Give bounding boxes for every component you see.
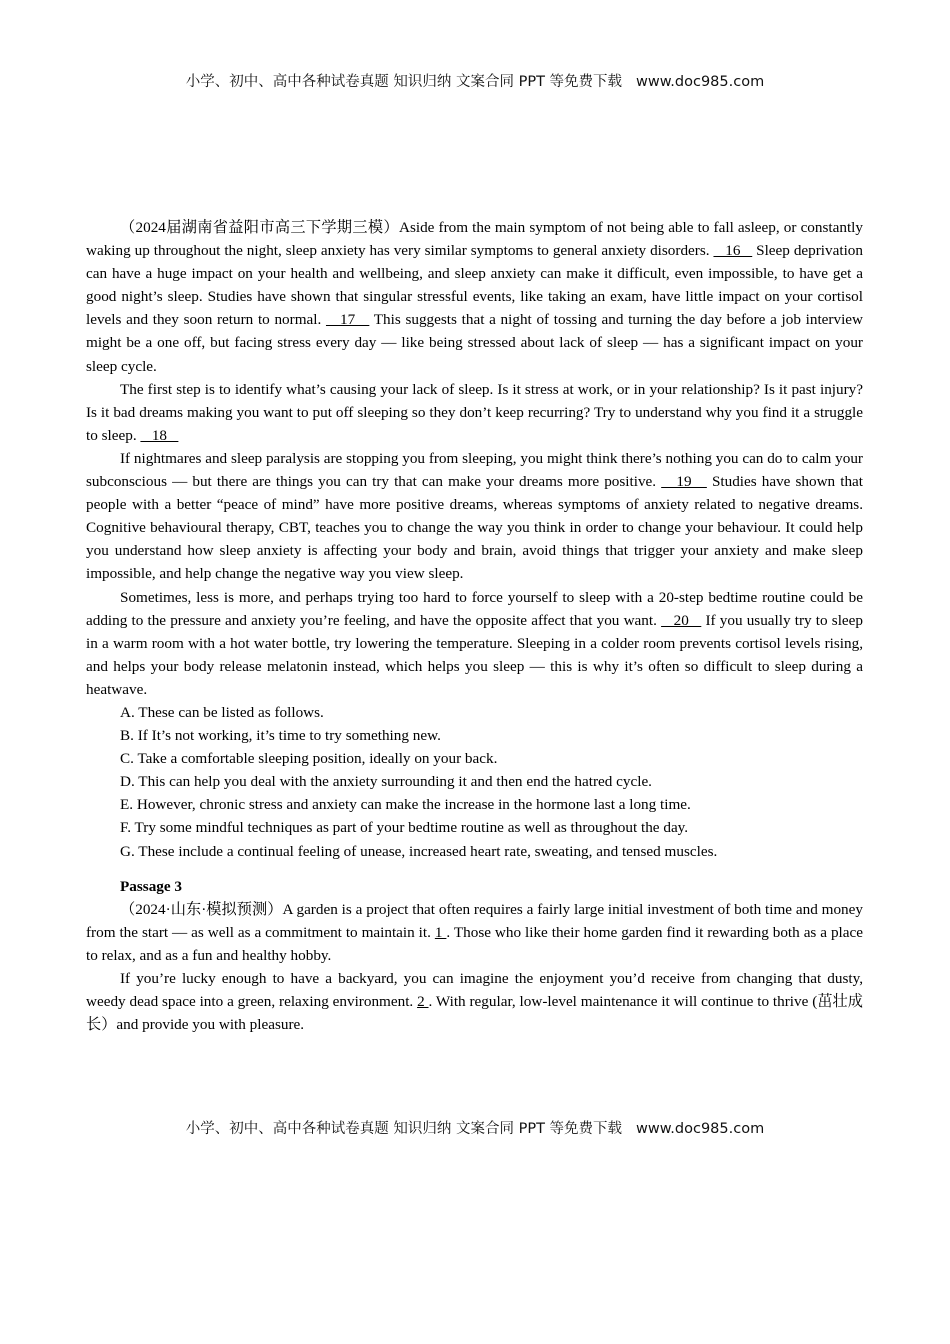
option-d: D. This can help you deal with the anxiety surrounding it and then end the hatred cycle.: [120, 773, 652, 791]
passage2-paragraph-2: [86, 378, 863, 447]
text: Studies have shown that people with a better “peace of mind” have more positive dreams, whereas symptoms of anxiety related to negative dreams. Cognitive behavioural therapy, CBT, teaches you to change the way you think in order to change your behaviour. It could help you understand how sleep anxiety is affecting your body and brain, avoid things that trigger your anxiety and make sleep impossible, and help change the negative way you view sleep.: [86, 473, 864, 583]
option-e: E. However, chronic stress and anxiety can make the increase in the hormone last a long time.: [120, 796, 691, 814]
passage3-paragraph-1: [86, 898, 863, 967]
text: If you’re lucky enough to have a backyard, you can imagine the enjoyment you’d receive from changing that dusty, weedy dead space into a green, relaxing environment.: [86, 970, 863, 1011]
option-g: G. These include a continual feeling of unease, increased heart rate, sweating, and tensed muscles.: [120, 842, 718, 860]
option-a: A. These can be listed as follows.: [120, 703, 324, 721]
passage3-title: Passage 3: [120, 877, 183, 895]
blank-18: 18: [140, 426, 179, 444]
text: If nightmares and sleep paralysis are stopping you from sleeping, you might think there’s nothing you can do to calm your subconscious — but there are things you can try that can make your dreams more positive.: [86, 449, 863, 491]
text: Sometimes, less is more, and perhaps trying too hard to force yourself to sleep with a 20-step bedtime routine could be adding to the pressure and anxiety you’re feeling, and have the opposite affect that you want.: [86, 588, 863, 629]
blank-17: 17: [325, 311, 370, 329]
passage2-paragraph-1: [86, 216, 863, 378]
option-f: F. Try some mindful techniques as part of your bedtime routine as well as throughout the day.: [120, 819, 689, 837]
page-header: [0, 70, 950, 91]
header-url[interactable]: www.doc985.com: [636, 74, 765, 90]
blank-2: 2: [417, 993, 429, 1011]
text: （2024届湖南省益阳市高三下学期三模）Aside from the main symptom of not being able to fall asleep, or constantly waking up throughout the night, sleep anxiety has very similar symptoms to general anxiety disorders.: [86, 219, 863, 260]
blank-20: 20: [661, 611, 702, 629]
footer-text: 小学、初中、高中各种试卷真题 知识归纳 文案合同 PPT 等免费下载: [185, 1121, 623, 1137]
blank-1: 1: [434, 923, 447, 941]
passage3-paragraph-2: [86, 967, 863, 1036]
text: . With regular, low-level maintenance it will continue to thrive (茁壮成长）and provide you with pleasure.: [86, 993, 863, 1034]
text: If you usually try to sleep in a warm room with a hot water bottle, try lowering the temperature. Sleeping in a colder room prevents cortisol levels rising, and helps your body release melatonin instead, which helps you sleep — this is why it’s often so difficult to sleep during a heatwave.: [86, 611, 863, 698]
text: Sleep deprivation can have a huge impact on your health and wellbeing, and sleep anxiety can make it difficult, even impossible, to have get a good night’s sleep. Studies have shown that singular stressful events, like taking an exam, have little impact on your cortisol levels and they soon return to normal.: [86, 242, 863, 329]
text: This suggests that a night of tossing and turning the day before a job interview might be a one off, but facing stress every day — like being stressed about lack of sleep — has a significant impact on your sleep cycle.: [86, 311, 863, 375]
text: The first step is to identify what’s causing your lack of sleep. Is it stress at work, or in your relationship? Is it past injury? Is it bad dreams making you want to put off sleeping so they don’t keep recurring? Try to understand why you find it a struggle to sleep.: [86, 380, 863, 444]
passage2-paragraph-3: [86, 447, 863, 586]
option-b: B. If It’s not working, it’s time to try something new.: [120, 727, 441, 745]
text: . Those who like their home garden find it rewarding both as a place to relax, and as a fun and healthy hobby.: [86, 923, 864, 964]
passage2-paragraph-4: [86, 586, 863, 701]
page-footer: [0, 1117, 950, 1138]
footer-url[interactable]: www.doc985.com: [636, 1121, 765, 1137]
blank-16: 16: [713, 242, 753, 260]
text: （2024·山东·模拟预测）A garden is a project that often requires a fairly large initial investment of both time and money from the start — as well as a commitment to maintain it.: [86, 900, 863, 941]
option-c: C. Take a comfortable sleeping position, ideally on your back.: [120, 750, 498, 768]
document-body: [86, 216, 863, 1036]
blank-19: 19: [661, 473, 707, 491]
header-text: 小学、初中、高中各种试卷真题 知识归纳 文案合同 PPT 等免费下载: [185, 74, 623, 90]
